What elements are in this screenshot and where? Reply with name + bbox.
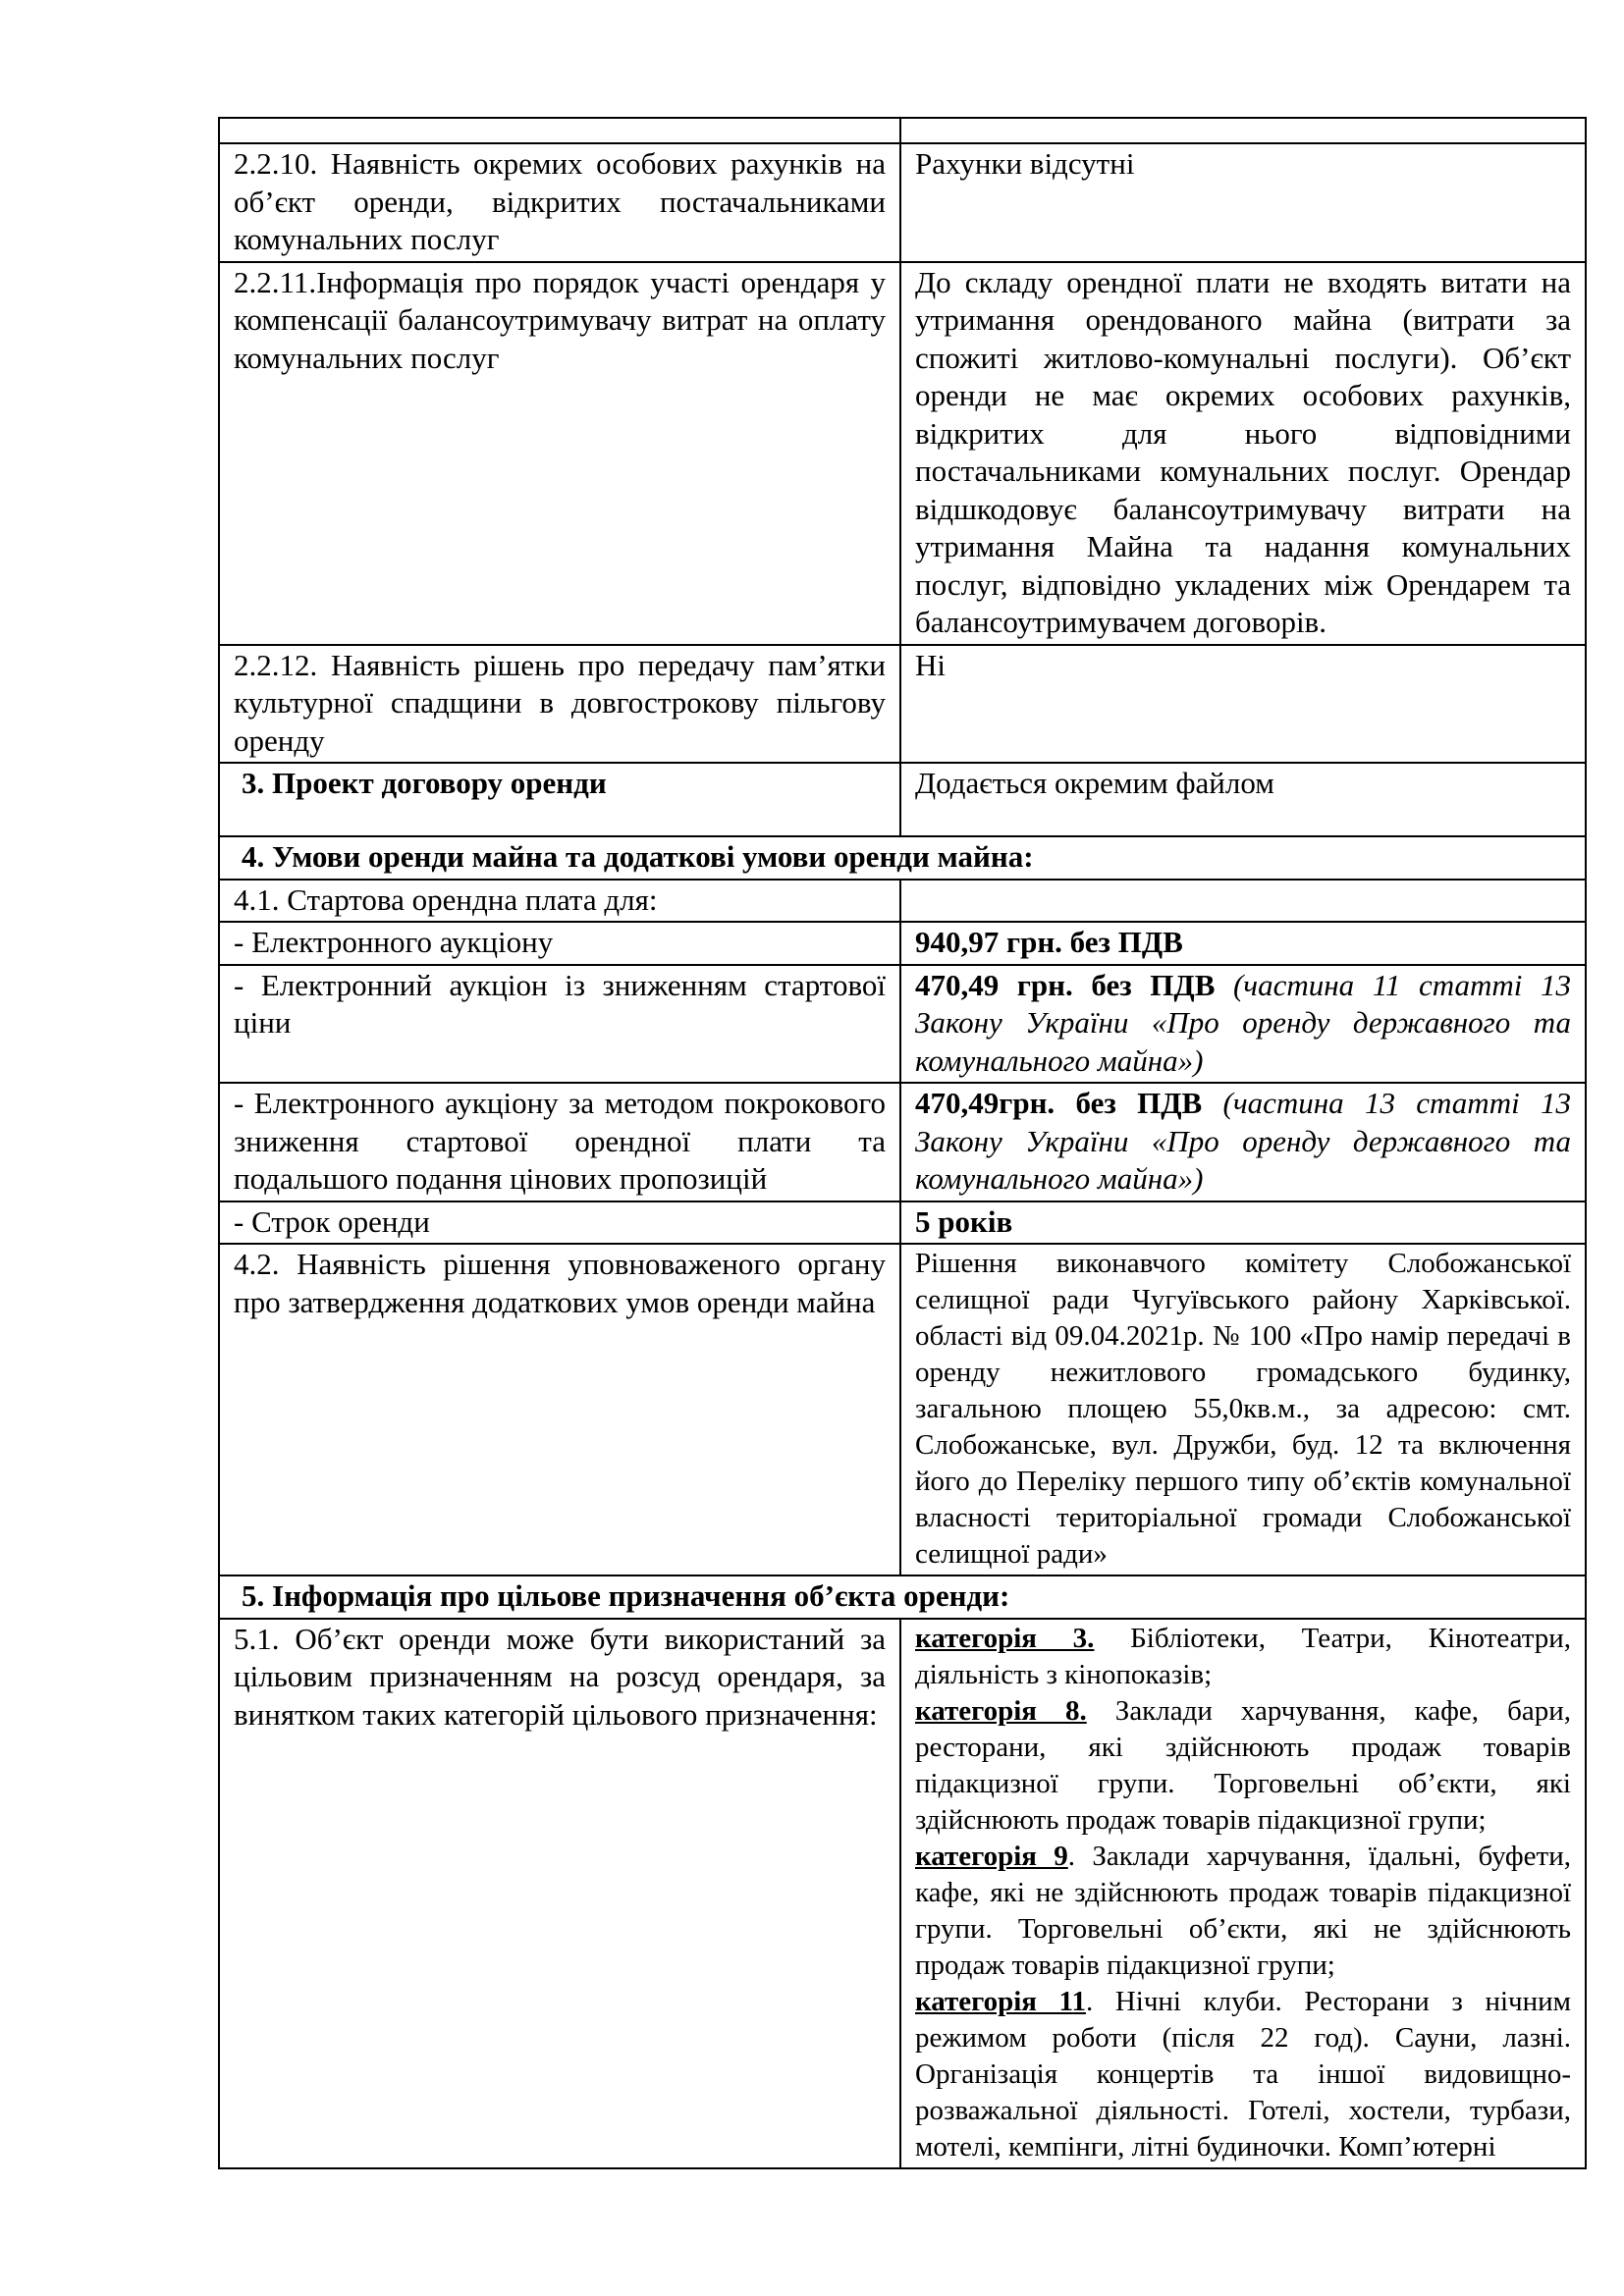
category-8-label: категорія 8.: [915, 1694, 1087, 1727]
table-row-empty-top: [219, 118, 1586, 143]
section-4-header: 4. Умови оренди майна та додаткові умови оренди майна:: [219, 836, 1586, 880]
category-8-text: Заклади харчування, кафе, бари, ресторани, які здійснюють продаж товарів підакцизної групи. Торговельні об’єкти, які здійснюють продаж товарів підакцизної групи;: [915, 1694, 1571, 1836]
table-row-auction: [219, 922, 1586, 965]
cell-auction-value: 940,97 грн. без ПДВ: [900, 922, 1586, 965]
table-row-stepwise-auction: [219, 1083, 1586, 1201]
cell-2-2-11-label: 2.2.11.Інформація про порядок участі орендаря у компенсації балансоутримувачу витрат на оплату комунальних послуг: [219, 262, 900, 645]
cell-2-2-10-label: 2.2.10. Наявність окремих особових рахунків на об’єкт оренди, відкритих постачальниками комунальних послуг: [219, 143, 900, 262]
cell-auction-label: - Електронного аукціону: [219, 922, 900, 965]
cell-term-value: 5 років: [900, 1201, 1586, 1245]
cell-2-2-11-value: До складу орендної плати не входять витати на утримання орендованого майна (витрати за спожиті житлово-комунальні послуги). Об’єкт оренди не має окремих особових рахунків, відкритих для нього відповідними постачальниками комунальних послуг. Орендар відшкодовує балансоутримувачу витрати на утримання Майна та надання комунальних послуг, відповідно укладених між Орендарем та балансоутримувачем договорів.: [900, 262, 1586, 645]
cell-3-value: Додається окремим файлом: [900, 763, 1586, 836]
table-row-4-2: [219, 1244, 1586, 1575]
cell-2-2-12-label: 2.2.12. Наявність рішень про передачу пам’ятки культурної спадщини в довгострокову пільгову оренду: [219, 645, 900, 764]
cell-5-1-label: 5.1. Об’єкт оренди може бути використаний за цільовим призначенням на розсуд орендаря, за винятком таких категорій цільового призначення:: [219, 1619, 900, 2168]
cell-2-2-10-value: Рахунки відсутні: [900, 143, 1586, 262]
table-row-2-2-12: [219, 645, 1586, 764]
category-9-label: категорія 9: [915, 1840, 1068, 1872]
reduced-price: 470,49 грн. без ПДВ: [915, 967, 1216, 1002]
cell-4-1-value: [900, 880, 1586, 923]
reduced-law-reference: (частина 11 статті 13 Закону України «Про оренду державного та комунального майна»): [915, 967, 1572, 1078]
table-row-lease-term: [219, 1201, 1586, 1245]
cell-4-2-label: 4.2. Наявність рішення уповноваженого органу про затвердження додаткових умов оренди майна: [219, 1244, 900, 1575]
section-5-header-row: [219, 1575, 1586, 1619]
cell-reduced-label: - Електронний аукціон із зниженням стартової ціни: [219, 965, 900, 1084]
table-row-5-1: [219, 1619, 1586, 2168]
stepwise-law-reference: (частина 13 статті 13 Закону України «Про оренду державного та комунального майна»): [915, 1086, 1571, 1196]
cell-stepwise-label: - Електронного аукціону за методом покрокового зниження стартової орендної плати та подальшого подання цінових пропозицій: [219, 1083, 900, 1201]
cell-3-label: 3. Проект договору оренди: [219, 763, 900, 836]
table-row-2-2-11: [219, 262, 1586, 645]
cell-4-1-label: 4.1. Стартова орендна плата для:: [219, 880, 900, 923]
cell-empty-left: [219, 118, 900, 143]
table-row-4-1: [219, 880, 1586, 923]
cell-term-label: - Строк оренди: [219, 1201, 900, 1245]
stepwise-price: 470,49грн. без ПДВ: [915, 1086, 1203, 1120]
category-11-label: категорія 11: [915, 1985, 1086, 2017]
category-9-text: . Заклади харчування, їдальні, буфети, кафе, які не здійснюють продаж товарів підакцизної групи. Торговельні об’єкти, які не здійснюють продаж товарів підакцизної групи;: [915, 1840, 1571, 1981]
cell-stepwise-value: [900, 1083, 1586, 1201]
cell-2-2-12-value: Ні: [900, 645, 1586, 764]
table-row-3: [219, 763, 1586, 836]
cell-empty-right: [900, 118, 1586, 143]
table-row-2-2-10: [219, 143, 1586, 262]
category-3-text: Бібліотеки, Театри, Кінотеатри, діяльність з кінопоказів;: [915, 1622, 1571, 1690]
table-row-reduced-auction: [219, 965, 1586, 1084]
lease-conditions-table: [218, 117, 1587, 2169]
category-11-text: . Нічні клуби. Ресторани з нічним режимом роботи (після 22 год). Сауни, лазні. Організація концертів та іншої видовищно-розважальної діяльності. Готелі, хостели, турбази, мотелі, кемпінги, літні будиночки. Комп’ютерні: [915, 1985, 1571, 2163]
section-5-header: 5. Інформація про цільове призначення об’єкта оренди:: [219, 1575, 1586, 1619]
category-3-label: категорія 3.: [915, 1622, 1095, 1654]
section-4-header-row: [219, 836, 1586, 880]
cell-reduced-value: [900, 965, 1586, 1084]
cell-5-1-categories: [900, 1619, 1586, 2168]
cell-4-2-value: Рішення виконавчого комітету Слобожанської селищної ради Чугуївського району Харківської. області від 09.04.2021р. № 100 «Про намір передачі в оренду нежитлового громадського будинку, загальною площею 55,0кв.м., за адресою: смт. Слобожанське, вул. Дружби, буд. 12 та включення його до Переліку першого типу об’єктів комунальної власності територіальної громади Слобожанської селищної ради»: [900, 1244, 1586, 1575]
